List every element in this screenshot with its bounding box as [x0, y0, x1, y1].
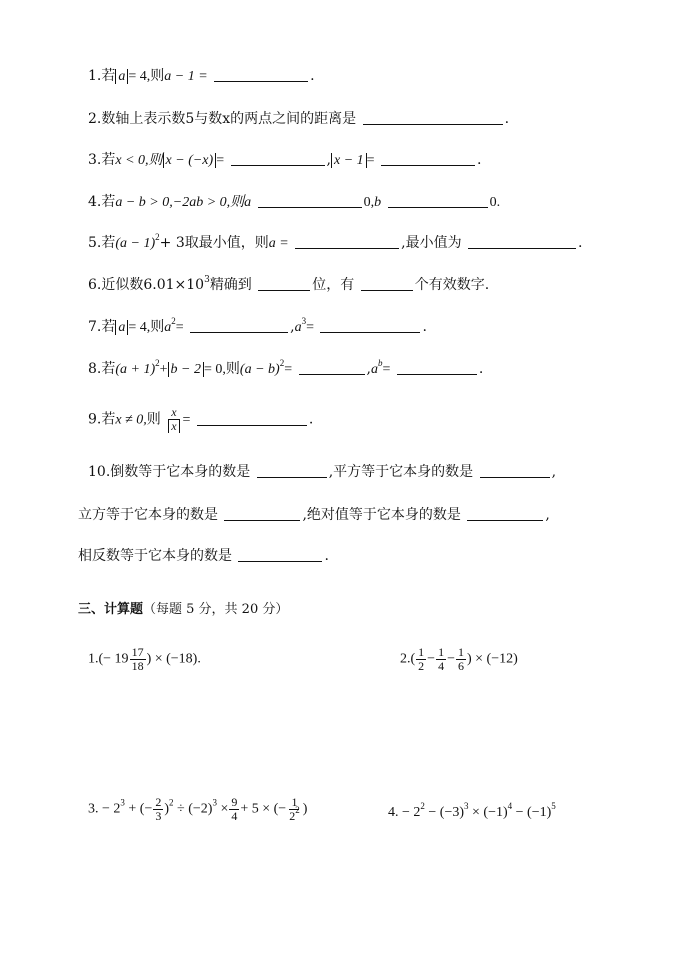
- question-7: 7.若 a = 4,则$a^2= ,a^3=$ .: [88, 316, 427, 335]
- answer-blank[interactable]: [257, 463, 327, 478]
- answer-blank[interactable]: [214, 67, 308, 82]
- question-6: 6.近似数$6.01\times 10^3$精确到 位，有 个有效数字.: [88, 275, 490, 293]
- answer-blank[interactable]: [258, 276, 310, 291]
- fraction-x-over-abs-x: $\frac{x}{x}$: [166, 406, 181, 433]
- answer-blank[interactable]: [295, 234, 399, 249]
- question-2: 2.数轴上表示数5与数x的两点之间的距离是 .: [88, 111, 510, 127]
- answer-blank[interactable]: [381, 151, 475, 166]
- answer-blank[interactable]: [388, 193, 488, 208]
- answer-blank[interactable]: [320, 318, 420, 333]
- answer-blank[interactable]: [258, 193, 362, 208]
- question-9: 9.若x ≠ 0,则 $\frac{x}{x}$ = .: [88, 405, 314, 433]
- question-10-line-1: 10.倒数等于它本身的数是 ,平方等于它本身的数是 ,: [88, 464, 557, 480]
- answer-blank[interactable]: [468, 234, 576, 249]
- answer-blank[interactable]: [197, 411, 307, 426]
- calc-problem-1: 1.(− 19 $\frac{17}{18}$ ) × (−18).: [88, 645, 201, 673]
- answer-blank[interactable]: [231, 151, 325, 166]
- answer-blank[interactable]: [361, 276, 413, 291]
- answer-blank[interactable]: [480, 463, 550, 478]
- answer-blank[interactable]: [397, 360, 477, 375]
- answer-blank[interactable]: [190, 318, 288, 333]
- answer-blank[interactable]: [363, 110, 503, 125]
- answer-blank[interactable]: [299, 360, 365, 375]
- question-5: 5.若$(a - 1)^2+ 3$取最小值，则a = ,最小值为 .: [88, 232, 583, 251]
- section-heading: 三、计算题（每题 5 分，共 20 分）: [78, 602, 289, 617]
- answer-blank[interactable]: [224, 506, 300, 521]
- question-8: 8.若$(a + 1)^2+ b - 2 = 0$,则$(a - b)^2= ,a^b=$ .: [88, 358, 484, 377]
- question-3: 3.若x < 0,则 x − (−x) = , x − 1 = .: [88, 152, 482, 168]
- calc-problem-2: 2.( $\frac{1}{2}$ − $\frac{1}{4}$ − $\frac{1}{6}$ ) × (−12): [400, 645, 518, 673]
- calc-problem-3: 3. − $2^3$ + (− $\frac{2}{3}$ )$^2 \div (-2)^3$ × $\frac{9}{4}$ + 5 × (− $\frac{1}{2^2}$ ): [88, 795, 308, 823]
- question-10-line-3: 相反数等于它本身的数是 .: [78, 548, 329, 564]
- answer-blank[interactable]: [238, 547, 322, 562]
- question-4: 4.若a − b > 0,−2ab > 0,则a 0,b 0.: [88, 194, 501, 210]
- answer-blank[interactable]: [467, 506, 543, 521]
- question-1: 1.若 a = 4,则a − 1 = .: [88, 68, 315, 84]
- calc-problem-4: 4. − $2^2 - (-3)^3 \times (-1)^4 - (-1)^5$: [388, 801, 556, 820]
- question-10-line-2: 立方等于它本身的数是 ,绝对值等于它本身的数是 ,: [78, 507, 550, 523]
